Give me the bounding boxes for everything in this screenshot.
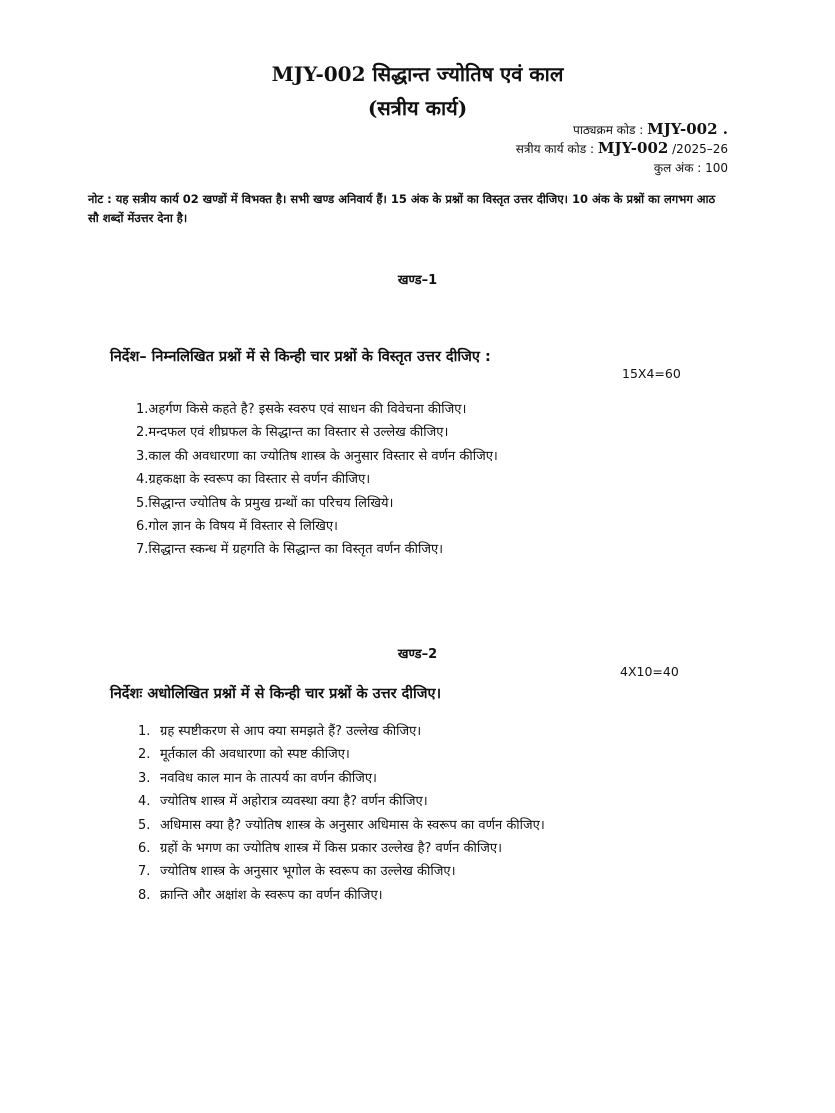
question-number: 6. (138, 840, 151, 856)
question-text: क्रान्ति और अक्षांश के स्वरूप का वर्णन कीजिए। (160, 887, 383, 903)
question-number: 3. (138, 770, 151, 786)
question-item (138, 860, 545, 883)
question-item (138, 814, 545, 837)
question-text: नवविध काल मान के तात्पर्य का वर्णन कीजिए। (160, 770, 377, 786)
question-text: ग्रह स्पष्टीकरण से आप क्या समझते हैं? उल्लेख कीजिए। (160, 724, 422, 739)
page-title: MJY-002 सिद्धान्त ज्योतिष एवं काल (271, 62, 564, 86)
assignment-code-line (516, 139, 728, 157)
section-1-question-list (136, 398, 498, 562)
question-item: 5.सिद्धान्त ज्योतिष के प्रमुख ग्रन्थों का परिचय लिखिये। (136, 495, 394, 511)
question-item: 4.ग्रहकक्षा के स्वरूप का विस्तार से वर्णन कीजिए। (136, 472, 371, 488)
course-code-label: पाठ्यक्रम कोड : (573, 123, 644, 137)
general-note: नोट : यह सत्रीय कार्य 02 खण्डों में विभक्त है। सभी खण्ड अनिवार्य हैं। 15 अंक के प्रश्नों का विस्तृत उत्तर दीजिए। 10 अंक के प्रश्नों का लगभग आठ सौ शब्दों मेंउत्तर देना है। (88, 192, 716, 225)
total-marks: कुल अंक : 100 (653, 161, 728, 175)
question-item (138, 837, 545, 860)
assignment-code-label: सत्रीय कार्य कोड : (515, 142, 595, 156)
question-number: 1. (138, 724, 151, 739)
question-item: 7.सिद्धान्त स्कन्ध में ग्रहगति के सिद्धान्त का विस्तृत वर्णन कीजिए। (136, 542, 444, 558)
question-item: 1.अहर्गण किसे कहते है? इसके स्वरुप एवं साधन की विवेचना कीजिए। (136, 402, 467, 417)
session-value: /2025–26 (672, 142, 728, 156)
question-text: अधिमास क्या है? ज्योतिष शास्त्र के अनुसार अधिमास के स्वरूप का वर्णन कीजिए। (160, 817, 545, 833)
course-code-value: MJY-002 . (647, 120, 728, 138)
question-number: 7. (138, 864, 151, 880)
question-item (138, 790, 545, 813)
course-code-line (573, 120, 728, 138)
section-2-heading: खण्ड–2 (397, 647, 438, 662)
section-1-marks: 15X4=60 (622, 366, 681, 381)
question-text: मूर्तकाल की अवधारणा को स्पष्ट कीजिए। (160, 747, 350, 763)
question-item (138, 767, 545, 790)
assignment-code-value: MJY-002 (597, 139, 669, 157)
question-number: 2. (138, 747, 151, 763)
question-item (138, 743, 545, 766)
section-1-heading: खण्ड–1 (397, 273, 438, 288)
question-item: 2.मन्दफल एवं शीघ्रफल के सिद्धान्त का विस्तार से उल्लेख कीजिए। (136, 425, 449, 441)
question-text: ग्रहों के भगण का ज्योतिष शास्त्र में किस प्रकार उल्लेख है? वर्णन कीजिए। (160, 840, 502, 856)
section-2-marks: 4X10=40 (620, 664, 679, 679)
question-number: 5. (138, 817, 151, 833)
page-subtitle: (सत्रीय कार्य) (367, 96, 468, 120)
section-2-question-list (138, 720, 545, 907)
section-2-instruction: निर्देशः अधोलिखित प्रश्नों में से किन्ही चार प्रश्नों के उत्तर दीजिए। (110, 686, 442, 702)
question-item: 3.काल की अवधारणा का ज्योतिष शास्त्र के अनुसार विस्तार से वर्णन कीजिए। (136, 448, 498, 464)
question-item (138, 720, 545, 743)
question-text: ज्योतिष शास्त्र में अहोरात्र व्यवस्था क्या है? वर्णन कीजिए। (160, 794, 428, 810)
question-number: 4. (138, 794, 151, 810)
question-number: 8. (138, 887, 151, 903)
section-1-instruction: निर्देश– निम्नलिखित प्रश्नों में से किन्ही चार प्रश्नों के विस्तृत उत्तर दीजिए : (110, 349, 491, 365)
question-item: 6.गोल ज्ञान के विषय में विस्तार से लिखिए। (136, 518, 338, 534)
question-text: ज्योतिष शास्त्र के अनुसार भूगोल के स्वरूप का उल्लेख कीजिए। (160, 864, 456, 880)
question-item (138, 884, 545, 907)
